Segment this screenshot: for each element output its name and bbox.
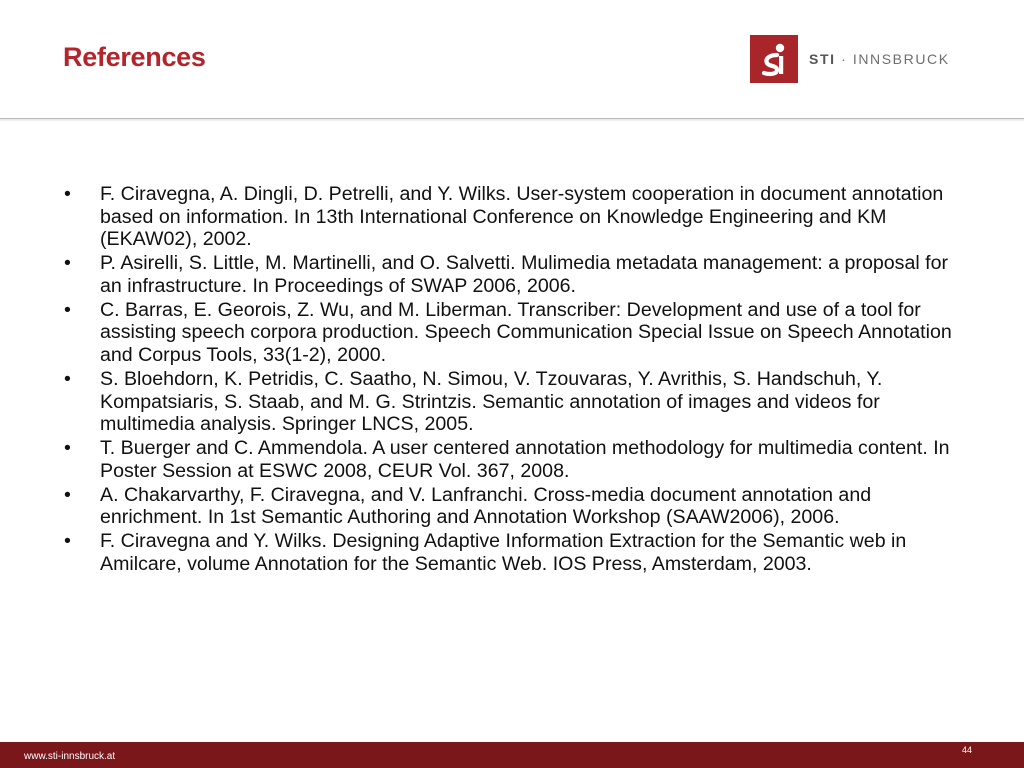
reference-text: F. Ciravegna and Y. Wilks. Designing Adaptive Information Extraction for the Semantic web in Amilcare, volume Annotation for the Semantic Web. IOS Press, Amsterdam, 2003. <box>100 530 907 575</box>
reference-text: T. Buerger and C. Ammendola. A user centered annotation methodology for multimedia content. In Poster Session at ESWC 2008, CEUR Vol. 367, 2008. <box>100 437 950 482</box>
footer-url-link[interactable]: www.sti-innsbruck.at <box>24 751 116 762</box>
reference-text: C. Barras, E. Georois, Z. Wu, and M. Liberman. Transcriber: Development and use of a tool for assisting speech corpora production. Speech Communication Special Issue on Speech Annotation and Corpus Tools, 33(1-2), 2000. <box>100 298 952 366</box>
reference-item <box>64 252 964 297</box>
sti-innsbruck-logo <box>750 33 950 85</box>
logo-wordmark-innsbruck: · INNSBRUCK <box>835 51 950 67</box>
bullet: • <box>64 367 71 390</box>
bullet: • <box>64 183 71 205</box>
reference-text: P. Asirelli, S. Little, M. Martinelli, and O. Salvetti. Mulimedia metadata management: a proposal for an infrastructure. In Proceedings of SWAP 2006, 2006. <box>100 252 949 297</box>
page-number: 44 <box>961 745 972 755</box>
logo-wordmark <box>809 51 950 67</box>
reference-text: S. Bloehdorn, K. Petridis, C. Saatho, N. Simou, V. Tzouvaras, Y. Avrithis, S. Handschuh, Y. Kompatsiaris, S. Staab, and M. G. Strintzis. Semantic annotation of images and videos for multimedia analysis. Springer LNCS, 2005. <box>100 367 883 436</box>
reference-text: A. Chakarvarthy, F. Ciravegna, and V. Lanfranchi. Cross-media document annotation and enrichment. In 1st Semantic Authoring and Annotation Workshop (SAAW2006), 2006. <box>100 483 872 529</box>
bullet: • <box>64 252 71 275</box>
reference-list <box>64 183 964 577</box>
reference-item <box>64 299 964 367</box>
reference-item <box>64 183 964 251</box>
logo-wordmark-sti: STI <box>809 51 836 67</box>
reference-item <box>64 368 964 436</box>
sti-logo-icon <box>750 35 798 83</box>
reference-item <box>64 437 964 482</box>
slide-title: References <box>63 42 206 72</box>
bullet: • <box>64 298 71 321</box>
footer-bar <box>0 742 1024 768</box>
reference-item <box>64 484 964 529</box>
reference-item <box>64 530 964 575</box>
bullet: • <box>64 483 71 506</box>
bullet: • <box>64 437 71 460</box>
bullet: • <box>64 530 71 553</box>
reference-text: F. Ciravegna, A. Dingli, D. Petrelli, and Y. Wilks. User-system cooperation in document annotation based on information. In 13th International Conference on Knowledge Engineering and KM (EKAW02), 2002. <box>100 183 944 251</box>
header-divider-shadow <box>0 119 1024 122</box>
